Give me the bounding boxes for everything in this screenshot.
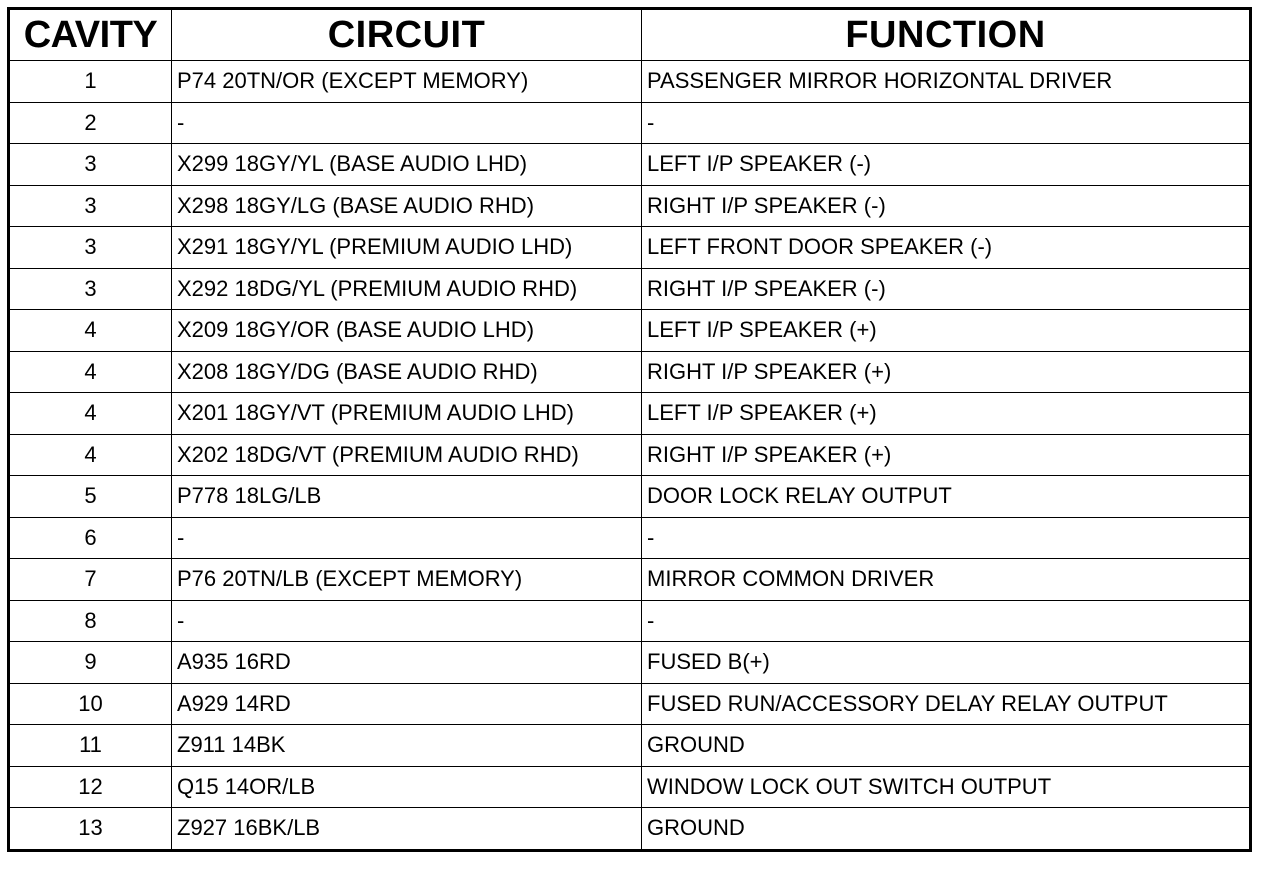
cavity-cell: 4: [9, 393, 172, 435]
cavity-cell: 9: [9, 642, 172, 684]
circuit-cell: P778 18LG/LB: [172, 476, 642, 518]
circuit-cell: -: [172, 600, 642, 642]
circuit-cell: P74 20TN/OR (EXCEPT MEMORY): [172, 61, 642, 103]
function-cell: LEFT FRONT DOOR SPEAKER (-): [642, 227, 1251, 269]
cavity-cell: 3: [9, 144, 172, 186]
cavity-cell: 12: [9, 766, 172, 808]
table-row: [9, 434, 1251, 476]
cavity-cell: 7: [9, 559, 172, 601]
header-row: [9, 9, 1251, 61]
cavity-cell: 3: [9, 185, 172, 227]
function-column-header: FUNCTION: [642, 9, 1251, 61]
cavity-cell: 2: [9, 102, 172, 144]
function-cell: RIGHT I/P SPEAKER (-): [642, 268, 1251, 310]
table-row: [9, 185, 1251, 227]
circuit-cell: Q15 14OR/LB: [172, 766, 642, 808]
function-cell: LEFT I/P SPEAKER (+): [642, 393, 1251, 435]
function-cell: RIGHT I/P SPEAKER (-): [642, 185, 1251, 227]
cavity-cell: 4: [9, 310, 172, 352]
circuit-cell: A935 16RD: [172, 642, 642, 684]
table-row: [9, 268, 1251, 310]
function-cell: GROUND: [642, 725, 1251, 767]
table-row: [9, 683, 1251, 725]
table-row: [9, 517, 1251, 559]
circuit-cell: X292 18DG/YL (PREMIUM AUDIO RHD): [172, 268, 642, 310]
circuit-cell: A929 14RD: [172, 683, 642, 725]
cavity-cell: 4: [9, 351, 172, 393]
circuit-cell: X209 18GY/OR (BASE AUDIO LHD): [172, 310, 642, 352]
function-cell: LEFT I/P SPEAKER (+): [642, 310, 1251, 352]
table-row: [9, 310, 1251, 352]
table-row: [9, 102, 1251, 144]
circuit-cell: X201 18GY/VT (PREMIUM AUDIO LHD): [172, 393, 642, 435]
table-row: [9, 144, 1251, 186]
function-cell: PASSENGER MIRROR HORIZONTAL DRIVER: [642, 61, 1251, 103]
circuit-cell: P76 20TN/LB (EXCEPT MEMORY): [172, 559, 642, 601]
circuit-cell: X291 18GY/YL (PREMIUM AUDIO LHD): [172, 227, 642, 269]
table-row: [9, 61, 1251, 103]
circuit-cell: X202 18DG/VT (PREMIUM AUDIO RHD): [172, 434, 642, 476]
cavity-column-header: CAVITY: [9, 9, 172, 61]
function-cell: LEFT I/P SPEAKER (-): [642, 144, 1251, 186]
table-row: [9, 393, 1251, 435]
function-cell: -: [642, 600, 1251, 642]
table-row: [9, 808, 1251, 851]
table-row: [9, 559, 1251, 601]
function-cell: MIRROR COMMON DRIVER: [642, 559, 1251, 601]
table-body: [9, 61, 1251, 851]
table-row: [9, 600, 1251, 642]
cavity-cell: 3: [9, 268, 172, 310]
connector-pinout-table: [7, 7, 1252, 852]
table-row: [9, 642, 1251, 684]
circuit-cell: Z927 16BK/LB: [172, 808, 642, 851]
table-row: [9, 227, 1251, 269]
cavity-cell: 6: [9, 517, 172, 559]
function-cell: -: [642, 102, 1251, 144]
circuit-cell: -: [172, 102, 642, 144]
circuit-cell: X208 18GY/DG (BASE AUDIO RHD): [172, 351, 642, 393]
cavity-cell: 3: [9, 227, 172, 269]
cavity-cell: 1: [9, 61, 172, 103]
table-row: [9, 351, 1251, 393]
circuit-column-header: CIRCUIT: [172, 9, 642, 61]
circuit-cell: X299 18GY/YL (BASE AUDIO LHD): [172, 144, 642, 186]
table-row: [9, 766, 1251, 808]
circuit-cell: -: [172, 517, 642, 559]
table-row: [9, 476, 1251, 518]
function-cell: RIGHT I/P SPEAKER (+): [642, 434, 1251, 476]
function-cell: WINDOW LOCK OUT SWITCH OUTPUT: [642, 766, 1251, 808]
function-cell: FUSED RUN/ACCESSORY DELAY RELAY OUTPUT: [642, 683, 1251, 725]
circuit-cell: X298 18GY/LG (BASE AUDIO RHD): [172, 185, 642, 227]
cavity-cell: 11: [9, 725, 172, 767]
function-cell: FUSED B(+): [642, 642, 1251, 684]
table-row: [9, 725, 1251, 767]
circuit-cell: Z911 14BK: [172, 725, 642, 767]
cavity-cell: 8: [9, 600, 172, 642]
cavity-cell: 10: [9, 683, 172, 725]
cavity-cell: 13: [9, 808, 172, 851]
function-cell: RIGHT I/P SPEAKER (+): [642, 351, 1251, 393]
function-cell: -: [642, 517, 1251, 559]
function-cell: GROUND: [642, 808, 1251, 851]
cavity-cell: 5: [9, 476, 172, 518]
function-cell: DOOR LOCK RELAY OUTPUT: [642, 476, 1251, 518]
cavity-cell: 4: [9, 434, 172, 476]
